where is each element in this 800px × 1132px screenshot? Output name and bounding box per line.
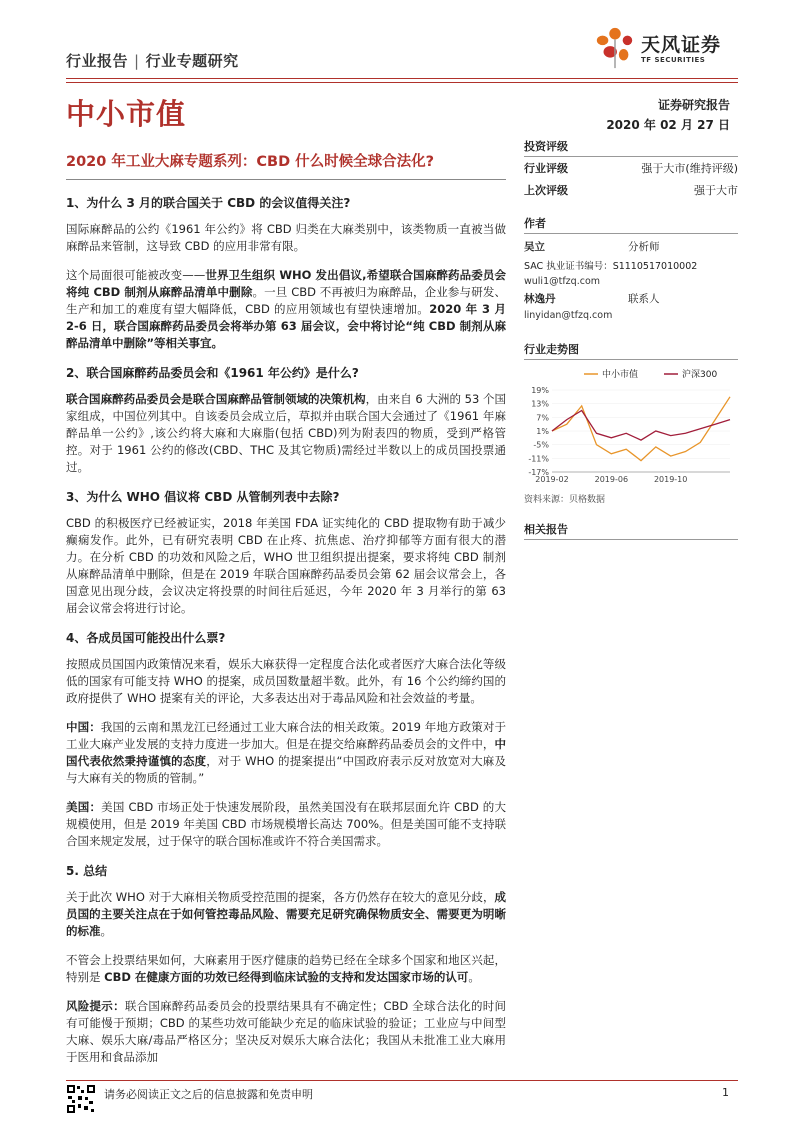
- section-3-para-1: CBD 的积极医疗已经被证实，2018 年美国 FDA 证实纯化的 CBD 提取物有助于减少癫痫发作。此外，已有研究表明 CBD 在止疼、抗焦虑、治疗抑郁等方面有很大的潜力。在分析 CBD 的功效和风险之后，WHO 世卫组织提出提案，要求将纯 CBD 制剂从麻醉品清单中删除，但是在 2019 年联合国麻醉药品委员会第 62 届会议常会上，各国意见出现分歧，会议决定将投票的时间往后延迟，今年 2020 年 3 月举行的第 63 届会议常会将进行讨论。: [66, 516, 506, 615]
- footer-disclaimer: 请务必阅读正文之后的信息披露和免责申明: [104, 1088, 313, 1101]
- author-1-row: [524, 237, 738, 256]
- x-tick-label: 2019-02: [535, 475, 569, 484]
- text-run: 。: [100, 924, 112, 938]
- category-separator: |: [134, 52, 140, 70]
- brand-name: 天风证券: [641, 34, 722, 56]
- series-line-1: [552, 411, 730, 441]
- trend-title: 行业走势图: [524, 339, 738, 360]
- section-1-para-1: 国际麻醉品的公约《1961 年公约》将 CBD 归类在大麻类别中，该类物质一直被当做麻醉品来管制，这导致 CBD 的应用非常有限。: [66, 222, 506, 253]
- y-tick-label: -11%: [528, 454, 549, 464]
- authors-title: 作者: [524, 213, 738, 234]
- rating-title: 投资评级: [524, 136, 738, 157]
- y-tick-label: 1%: [536, 427, 549, 436]
- sidebar: [524, 136, 738, 540]
- text-run: 。一旦 CBD 不再被归为麻醉品，企业参与研发、生产和加工的难度有望大幅降低，CBD 的应用领域也有望快速增加。: [66, 285, 506, 316]
- text-run: 不管会上投票结果如何，大麻素用于医疗健康的趋势已经在全球多个国家和地区兴起，特别是: [66, 953, 506, 984]
- y-tick-label: 13%: [531, 399, 549, 409]
- text-run: 联合国麻醉药品委员会的投票结果具有不确定性；CBD 全球合法化的时间有可能慢于预期；CBD 的某些功效可能缺少充足的临床试验的验证；工业应与中间型大麻、娱乐大麻/毒品严格区分；坚决反对娱乐大麻合法化；我国从未批准工业大麻用于医用和食品添加: [66, 999, 506, 1064]
- text-run: 美国 CBD 市场正处于快速发展阶段，虽然美国没有在联邦层面允许 CBD 的大规模使用，但是 2019 年美国 CBD 市场规模增长高达 700%。但是美国可能不支持联合国来规定发展，过于保守的联合国标准或许不符合美国需求。: [66, 800, 506, 848]
- y-tick-label: 7%: [536, 413, 549, 423]
- author-1-cert: SAC 执业证书编号：S1110517010002: [524, 261, 698, 272]
- series-line-0: [552, 397, 730, 461]
- legend-label-0: 中小市值: [602, 370, 639, 380]
- author-1-name: 吴立: [524, 241, 545, 253]
- report-category: [66, 50, 239, 71]
- header-rule-thin: [66, 82, 738, 83]
- subcategory-label: 行业专题研究: [145, 52, 239, 70]
- y-tick-label: 19%: [531, 386, 549, 395]
- x-tick-label: 2019-10: [653, 475, 688, 484]
- bold-run: 世界卫生组织 WHO 发出倡议,希望联合国麻醉药品委员会将纯 CBD 制剂从麻醉品清单中删除: [66, 268, 506, 299]
- text-run: ，由来自 6 大洲的 53 个国家组成，中国位列其中。自该委员会成立后，草拟并由联合国大会通过了《1961 年麻醉品单一公约》,该公约将大麻和大麻脂(包括 CBD)列为附表四的物质，受到严格管控。对于 1961 公约的修改(CBD、THC 及其它物质)需经过半数以上的成员国投票通过。: [66, 392, 507, 474]
- section-1-title: 1、为什么 3 月的联合国关于 CBD 的会议值得关注?: [66, 196, 351, 210]
- tf-securities-logo-icon: [588, 26, 642, 70]
- x-tick-label: 2019-06: [594, 475, 629, 484]
- us-label: 美国：: [66, 800, 102, 814]
- section-4-us: [66, 799, 506, 850]
- sector-title: 中小市值: [66, 97, 187, 131]
- author-2-role: 联系人: [628, 293, 660, 305]
- bold-run: 成员国的主要关注点在于如何管控毒品风险、需要充足研究确保物质安全、需要更为明晰的标准: [66, 890, 506, 938]
- prev-rating-value: 强于大市: [694, 184, 738, 197]
- section-5-title: 5. 总结: [66, 864, 108, 878]
- prev-rating-label: 上次评级: [524, 184, 568, 197]
- related-reports-title: 相关报告: [524, 519, 738, 540]
- section-2-title: 2、联合国麻醉药品委员会和《1961 年公约》是什么?: [66, 366, 359, 380]
- category-label: 行业报告: [66, 52, 129, 70]
- bold-run: 中国代表依然秉持谨慎的态度: [66, 737, 506, 768]
- risk-warning: [66, 998, 506, 1066]
- author-2-email: linyidan@tfzq.com: [524, 310, 613, 321]
- brand-name-en: TF SECURITIES: [641, 56, 706, 64]
- section-2-para-1: [66, 391, 506, 476]
- main-column: [66, 150, 506, 1078]
- page-number: 1: [722, 1086, 729, 1099]
- section-5-para-2: [66, 952, 506, 986]
- text-run: 。: [468, 970, 480, 984]
- report-date: 2020 年 02 月 27 日: [606, 118, 730, 132]
- trend-chart: [524, 360, 738, 486]
- bold-run: CBD 在健康方面的功效已经得到临床试验的支持和发达国家市场的认可: [104, 970, 469, 984]
- section-4-title: 4、各成员国可能投出什么票?: [66, 631, 226, 645]
- trend-chart-svg: [524, 360, 738, 486]
- report-type: 证券研究报告: [657, 98, 730, 112]
- text-run: 关于此次 WHO 对于大麻相关物质受控范围的提案，各方仍然存在较大的意见分歧，: [66, 890, 495, 904]
- bold-run: 联合国麻醉药品委员会是联合国麻醉品管制领域的决策机构: [66, 392, 366, 406]
- industry-rating-value: 强于大市(维持评级): [641, 162, 738, 175]
- section-1-para-2: [66, 267, 506, 352]
- y-tick-label: -17%: [528, 468, 549, 477]
- section-3-title: 3、为什么 WHO 倡议将 CBD 从管制列表中去除?: [66, 490, 340, 504]
- y-tick-label: -5%: [533, 440, 549, 450]
- risk-label: 风险提示：: [66, 999, 125, 1013]
- headline: 2020 年工业大麻专题系列：CBD 什么时候全球合法化?: [66, 150, 506, 180]
- chart-source: 资料来源：贝格数据: [524, 495, 606, 505]
- prev-rating-row: [524, 179, 738, 201]
- author-2-row: [524, 289, 738, 308]
- industry-rating-row: [524, 157, 738, 179]
- industry-rating-label: 行业评级: [524, 162, 568, 175]
- text-run: 我国的云南和黑龙江已经通过工业大麻合法的相关政策。2019 年地方政策对于工业大麻产业发展的支持力度进一步加大。但是在提交给麻醉药品委员会的文件中，: [66, 720, 507, 751]
- header-rule: [66, 78, 738, 79]
- legend-label-1: 沪深300: [682, 370, 718, 380]
- author-2-name: 林逸丹: [524, 293, 556, 305]
- text-run: 这个局面很可能被改变——: [66, 268, 206, 282]
- bold-run: 2020 年 3 月 2-6 日，联合国麻醉药品委员会将举办第 63 届会议，会中将讨论“纯 CBD 制剂从麻醉品清单中删除”等相关事宜。: [66, 302, 506, 350]
- section-4-china: [66, 719, 506, 787]
- author-1-role: 分析师: [628, 241, 660, 253]
- section-5-para-1: [66, 889, 506, 940]
- author-1-email: wuli1@tfzq.com: [524, 276, 601, 287]
- section-4-para-1: 按照成员国国内政策情况来看，娱乐大麻获得一定程度合法化或者医疗大麻合法化等级低的国家有可能支持 WHO 的提案，成员国数量超半数。此外，有 16 个公约缔约国的政府提供了 WHO 提案有关的评论，大多表达出对于毒品风险和社会效益的考量。: [66, 657, 506, 705]
- qr-code-icon: [66, 1084, 96, 1114]
- footer-rule: [66, 1080, 738, 1081]
- china-label: 中国：: [66, 720, 101, 734]
- text-run: ，对于 WHO 的提案提出“中国政府表示反对放宽对大麻及与大麻有关的物质的管制。”: [66, 754, 506, 785]
